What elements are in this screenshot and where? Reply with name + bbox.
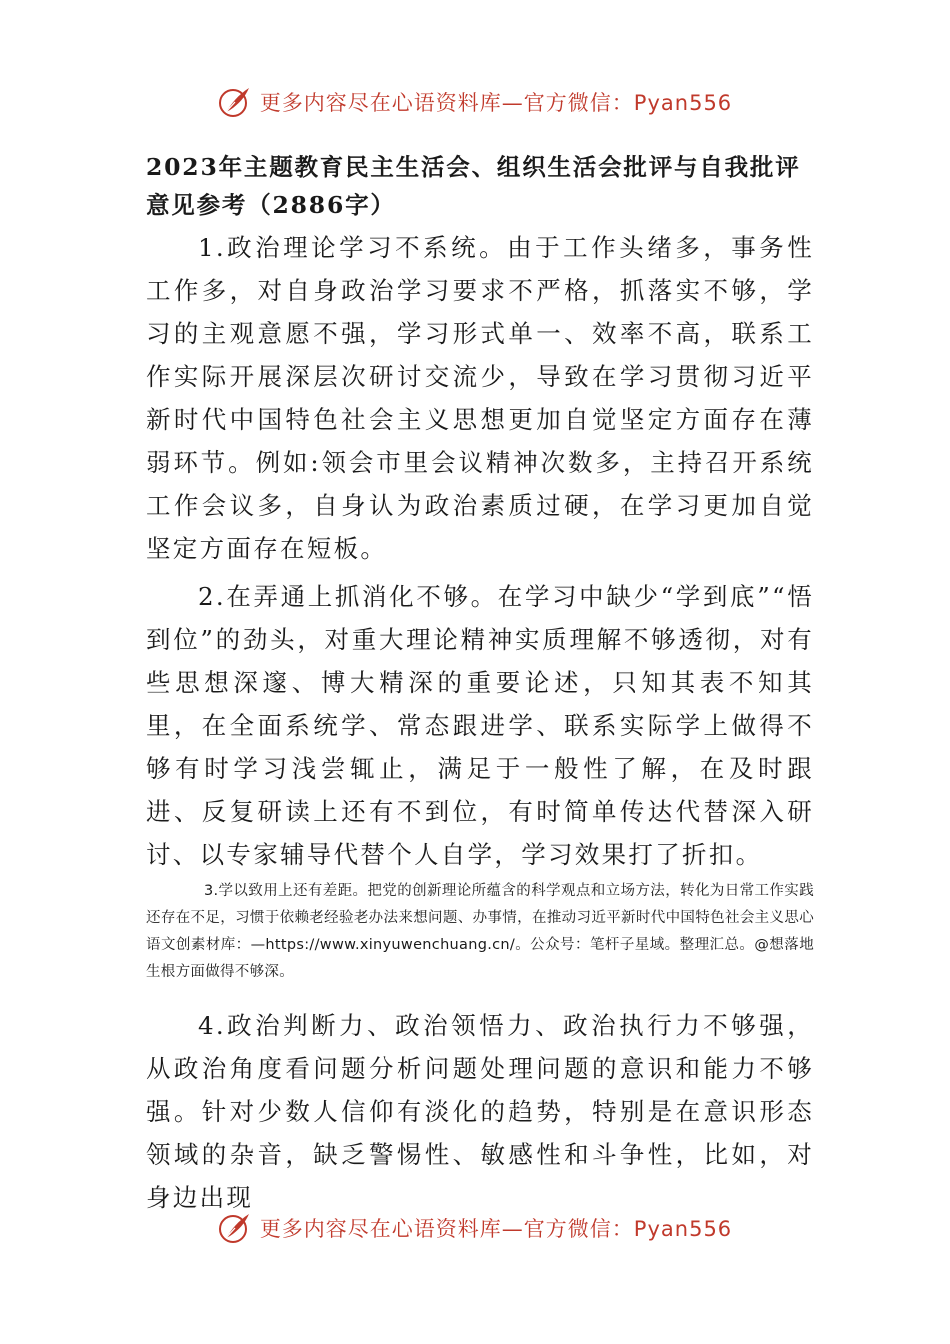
banner-text: 更多内容尽在心语资料库—官方微信：Pyan556 [259, 1217, 733, 1241]
paragraph-1: 1.政治理论学习不系统。由于工作头绪多，事务性工作多，对自身政治学习要求不严格，抓落实不够，学习的主观意愿不强，学习形式单一、效率不高，联系工作实际开展深层次研讨交流少，导致在学习贯彻习近平新时代中国特色社会主义思想更加自觉坚定方面存在薄弱环节。例如:领会市里会议精神次数多，主持召开系统工作会议多，自身认为政治素质过硬，在学习更加自觉坚定方面存在短板。 [146, 233, 814, 563]
footer-banner [0, 1204, 950, 1252]
paragraph-2: 2.在弄通上抓消化不够。在学习中缺少“学到底”“悟到位”的劲头，对重大理论精神实质理解不够透彻，对有些思想深邃、博大精深的重要论述，只知其表不知其里，在全面系统学、常态跟进学、联系实际学上做得不够有时学习浅尝辄止，满足于一般性了解，在及时跟进、反复研读上还有不到位，有时简单传达代替深入研讨、以专家辅导代替个人自学，学习效果打了折扣。 [146, 582, 814, 869]
quill-pen-icon [218, 1211, 252, 1245]
banner-text: 更多内容尽在心语资料库—官方微信：Pyan556 [259, 91, 733, 115]
header-banner [0, 78, 950, 126]
paragraph-4: 4.政治判断力、政治领悟力、政治执行力不够强，从政治角度看问题分析问题处理问题的意识和能力不够强。针对少数人信仰有淡化的趋势，特别是在意识形态领域的杂音，缺乏警惕性、敏感性和斗争性，比如，对身边出现 [146, 1011, 814, 1212]
quill-pen-icon [218, 85, 252, 119]
document-title: 2023年主题教育民主生活会、组织生活会批评与自我批评意见参考（2886字） [146, 153, 801, 219]
paragraph-3: 3.学以致用上还有差距。把党的创新理论所蕴含的科学观点和立场方法，转化为日常工作实践还存在不足，习惯于依赖老经验老办法来想问题、办事情，在推动习近平新时代中国特色社会主义思心语文创素材库：—https://www.xinyuwenchuang.cn/。公众号：笔杆子星域。整理汇总。@想落地生根方面做得不够深。 [146, 883, 814, 980]
